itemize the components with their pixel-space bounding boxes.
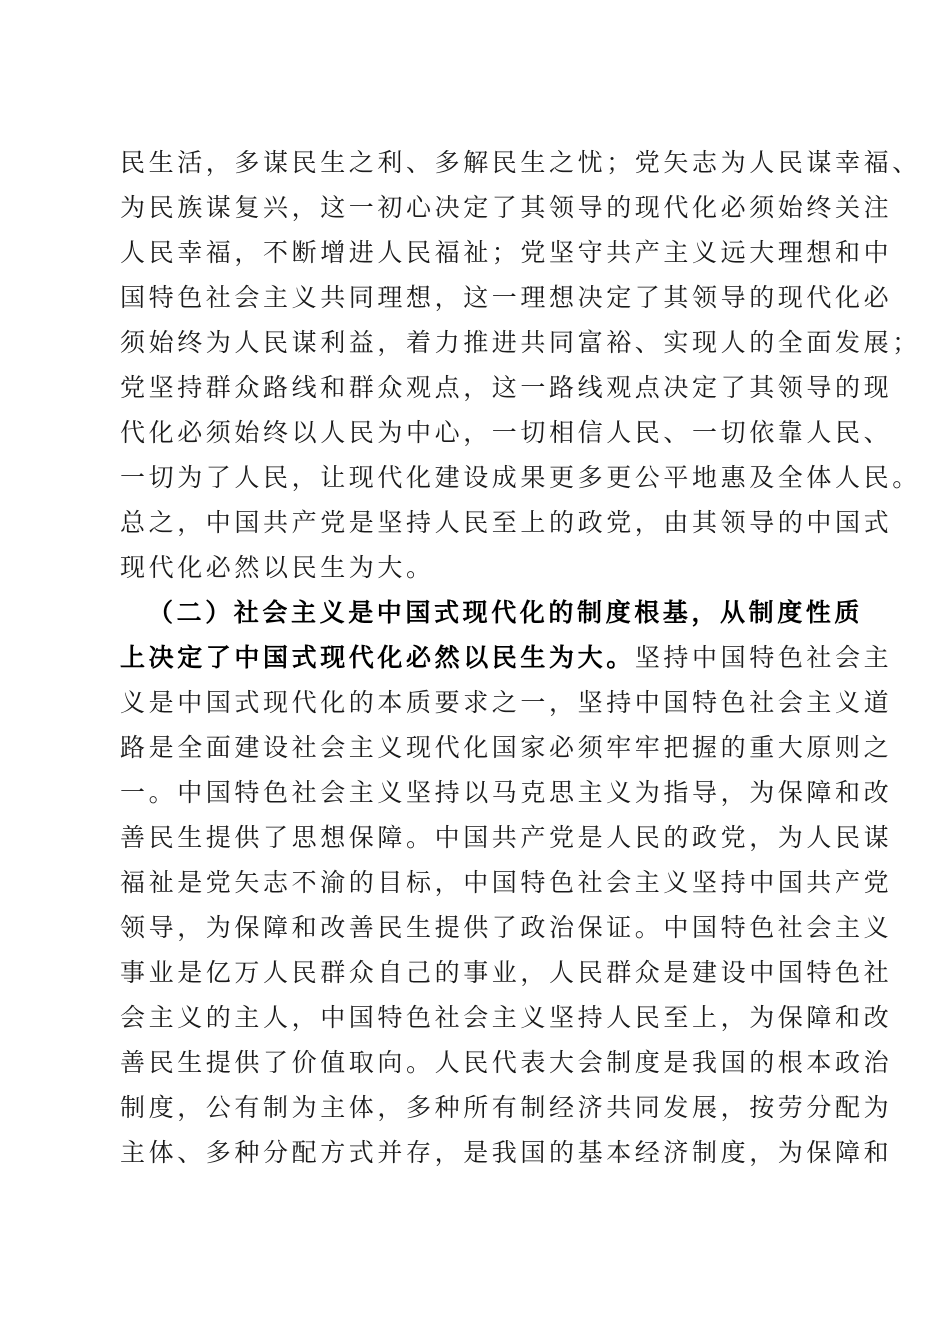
text-line <box>120 635 893 680</box>
text-line: 善民生提供了思想保障。中国共产党是人民的政党，为人民谋 <box>120 823 893 852</box>
text-run: 坚持中国特色社会主 <box>634 643 893 672</box>
text-line: 制度，公有制为主体，多种所有制经济共同发展，按劳分配为 <box>120 1093 893 1122</box>
paragraph-1 <box>120 140 921 590</box>
text-line: 现代化必然以民生为大。 <box>120 553 435 582</box>
text-line: 路是全面建设社会主义现代化国家必须牢牢把握的重大原则之 <box>120 733 893 762</box>
text-line: 一切为了人民，让现代化建设成果更多更公平地惠及全体人民。 <box>120 463 921 492</box>
text-line: 福祉是党矢志不渝的目标，中国特色社会主义坚持中国共产党 <box>120 868 893 897</box>
text-line: 总之，中国共产党是坚持人民至上的政党，由其领导的中国式 <box>120 508 893 537</box>
section-heading: （二）社会主义是中国式现代化的制度根基，从制度性质 <box>148 598 864 627</box>
text-line: 主体、多种分配方式并存，是我国的基本经济制度，为保障和 <box>120 1138 893 1167</box>
section-heading-line <box>120 590 864 635</box>
section-heading-continued: 上决定了中国式现代化必然以民生为大。 <box>120 643 635 672</box>
text-line: 民生活，多谋民生之利、多解民生之忧；党矢志为人民谋幸福、 <box>120 148 921 177</box>
text-line: 会主义的主人，中国特色社会主义坚持人民至上，为保障和改 <box>120 1003 893 1032</box>
text-line: 国特色社会主义共同理想，这一理想决定了其领导的现代化必 <box>120 283 893 312</box>
paragraph-2 <box>120 590 893 1175</box>
text-line: 人民幸福，不断增进人民福祉；党坚守共产主义远大理想和中 <box>120 238 893 267</box>
text-line: 义是中国式现代化的本质要求之一，坚持中国特色社会主义道 <box>120 688 893 717</box>
text-line: 事业是亿万人民群众自己的事业，人民群众是建设中国特色社 <box>120 958 893 987</box>
text-line: 须始终为人民谋利益，着力推进共同富裕、实现人的全面发展； <box>120 328 921 357</box>
text-line: 一。中国特色社会主义坚持以马克思主义为指导，为保障和改 <box>120 778 893 807</box>
text-line: 善民生提供了价值取向。人民代表大会制度是我国的根本政治 <box>120 1048 893 1077</box>
text-line: 为民族谋复兴，这一初心决定了其领导的现代化必须始终关注 <box>120 193 893 222</box>
text-line: 代化必须始终以人民为中心，一切相信人民、一切依靠人民、 <box>120 418 893 447</box>
text-line: 党坚持群众路线和群众观点，这一路线观点决定了其领导的现 <box>120 373 893 402</box>
text-line: 领导，为保障和改善民生提供了政治保证。中国特色社会主义 <box>120 913 893 942</box>
